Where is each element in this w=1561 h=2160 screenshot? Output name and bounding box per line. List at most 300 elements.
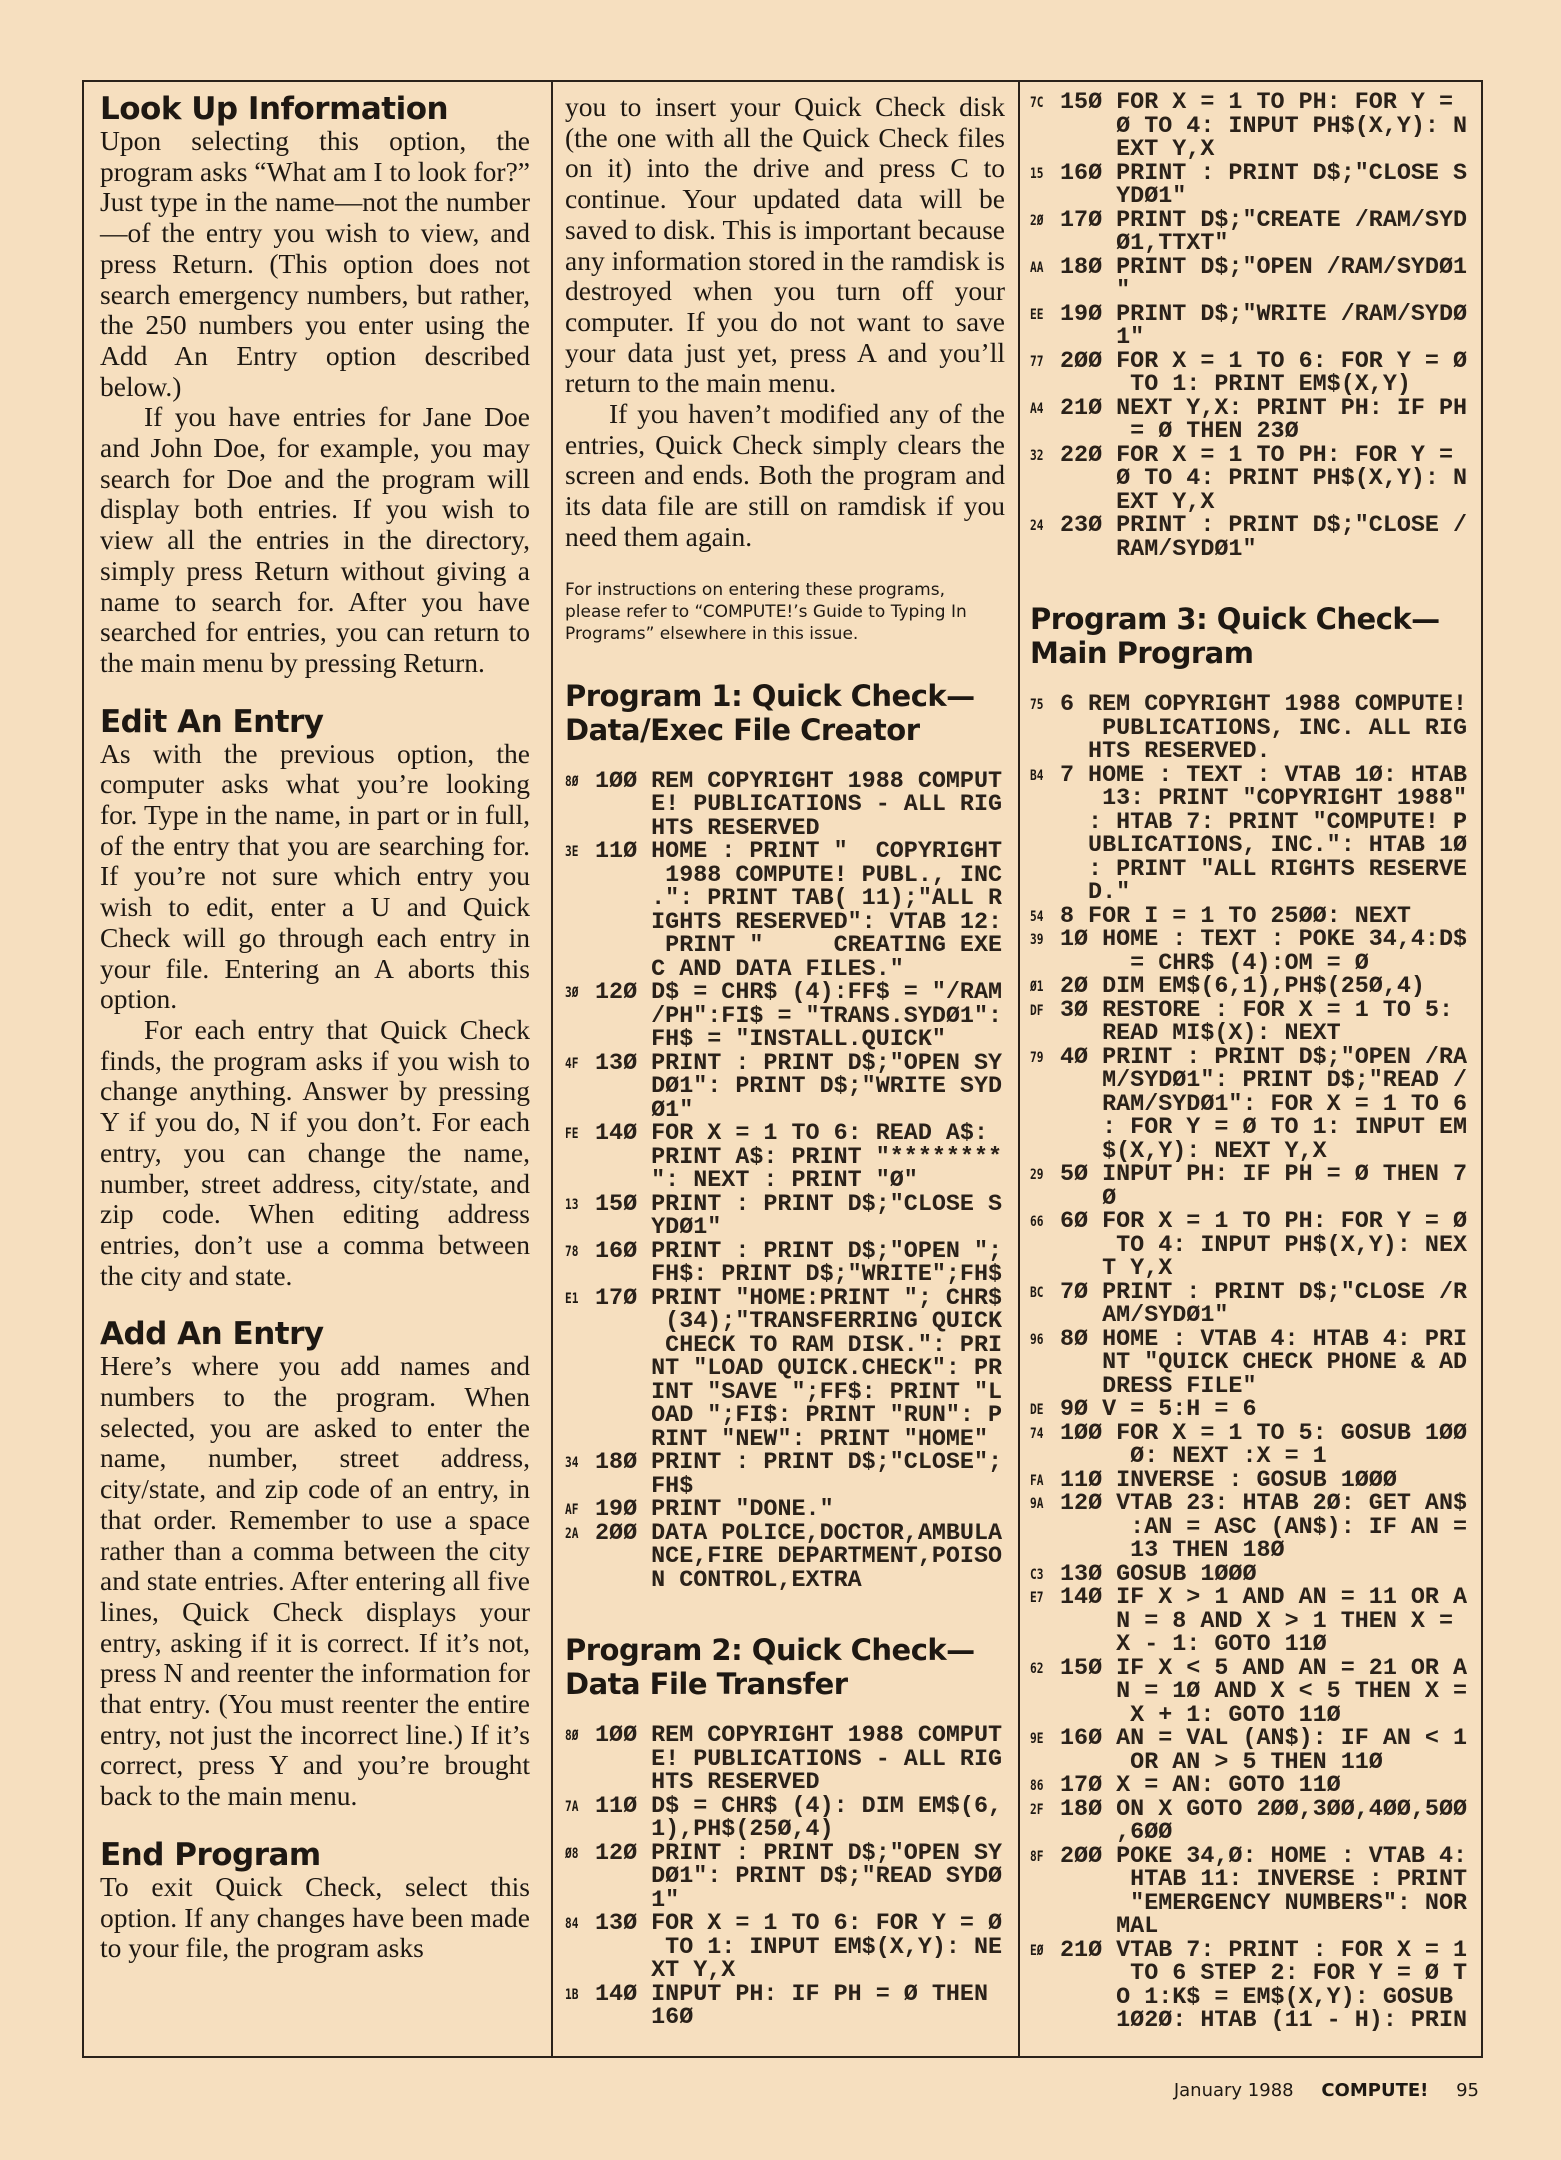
code-line [565,768,1005,842]
code-line [1030,254,1470,304]
code-text-row: AN = VAL (AN$): IF AN < 1 [1116,1726,1468,1752]
code-text-row: C AND DATA FILES." [651,956,904,983]
code-text-row: XT Y,X [651,1958,736,1985]
code-text-row: PRINT D$;"WRITE /RAM/SYDØ [1116,301,1468,328]
body-paragraph: Upon selecting this option, the program asks “What am I to look for?” Just type in the name—not the number—of the entry you wish to view, and press Return. (This option does not search emergency numbers, but rather, the 250 numbers you enter using the Add An Entry option described below.) [100,125,530,402]
code-text [651,768,1003,842]
code-text-row: PRINT "DONE." [651,1497,834,1524]
code-text-row: FH$ = "INSTALL.QUICK" [651,1027,946,1054]
code-text [1102,997,1453,1047]
checksum: 24 [1030,518,1044,534]
page-footer [1152,2080,1479,2101]
code-line [1030,1796,1470,1846]
code-text-row: FOR X = 1 TO PH: FOR Y = Ø [1102,1209,1468,1235]
code-text-row: DØ1": PRINT D$;"READ SYDØ [651,1864,1003,1891]
checksum: 74 [1030,1425,1044,1442]
code-line [1030,395,1470,445]
checksum: E7 [1030,1590,1044,1606]
code-text-row: OR AN > 5 THEN 11Ø [1116,1749,1383,1776]
code-text-row: PRINT : PRINT D$;"OPEN /RA [1102,1044,1468,1071]
checksum: 86 [1030,1778,1044,1794]
code-text-row: N = 1Ø AND X < 5 THEN X = [1116,1679,1468,1705]
line-number: 4Ø [1060,1044,1089,1071]
section-heading: Edit An Entry [100,703,324,740]
program-listing [1030,694,1470,2034]
code-text [651,1123,1002,1194]
line-number: 2ØØ [595,1520,638,1547]
checksum: 8Ø [565,773,579,790]
checksum: 8Ø [565,1728,579,1745]
code-text [1116,92,1467,163]
code-text-row: Ø TO 4: INPUT PH$(X,Y): N [1116,113,1468,140]
code-text [651,1050,1003,1124]
line-number: 1ØØ [595,1723,638,1750]
code-text [1102,1164,1467,1211]
checksum: 2Ø [1030,212,1044,229]
line-number: 11Ø [1060,1467,1103,1494]
code-line [1030,1587,1470,1658]
line-number: 11Ø [595,839,638,866]
code-text-row: ON X GOTO 2ØØ,3ØØ,4ØØ,5ØØ [1116,1796,1468,1823]
code-text-row: /PH":FI$ = "TRANS.SYDØ1": [651,1003,1003,1030]
code-text [651,1520,1003,1594]
code-text [1116,1493,1467,1564]
code-text-row: FOR X = 1 TO PH: FOR Y = [1116,442,1454,469]
code-text-row: 1" [1116,325,1145,351]
line-number: 18Ø [1060,1796,1103,1823]
line-number: 2ØØ [1060,348,1103,375]
code-line [1030,694,1470,765]
line-number: 16Ø [1060,160,1103,187]
code-text [1116,1775,1341,1799]
code-line [1030,1775,1470,1799]
line-number: 2ØØ [1060,1843,1103,1870]
code-text [651,1913,1002,1984]
code-text [1088,694,1467,765]
code-line [1030,1044,1470,1165]
code-line [565,1520,1005,1594]
code-text-row: INPUT PH: IF PH = Ø THEN [651,1981,989,2008]
code-text-row: HOME : PRINT " COPYRIGHT [651,839,1003,866]
code-text [651,1285,1003,1453]
code-text-row: PRINT : PRINT D$;"OPEN SY [651,1840,1003,1867]
checksum: 66 [1030,1214,1044,1230]
code-text [1102,1044,1468,1165]
code-text [1102,976,1425,1000]
code-text-row: "EMERGENCY NUMBERS": NOR [1116,1890,1468,1917]
code-text-row: HTS RESERVED. [1088,739,1271,765]
line-number: 14Ø [595,1121,638,1148]
line-number: 21Ø [1060,395,1103,422]
code-text-row: V = 5:H = 6 [1102,1397,1257,1423]
code-line [565,982,1005,1053]
code-text-row: RINT "NEW": PRINT "HOME" [651,1426,989,1453]
code-text-row: T Y,X [1102,1256,1173,1282]
code-text [1116,1561,1257,1588]
code-text [1116,1796,1468,1846]
code-line [565,841,1005,982]
code-line [565,1191,1005,1242]
line-number: 18Ø [1060,254,1103,281]
code-text-row: EXT Y,X [1116,489,1215,516]
line-number: 13Ø [595,1050,638,1077]
code-line [1030,442,1470,516]
code-text-row: N CONTROL,EXTRA [651,1567,862,1594]
code-text-row: NEXT Y,X: PRINT PH: IF PH [1116,395,1468,422]
code-text-row: 1" [651,1887,680,1914]
code-text-row: .": PRINT TAB( 11);"ALL R [651,886,1003,913]
code-text-row: NCE,FIRE DEPARTMENT,POISO [651,1544,1003,1571]
code-line [565,1238,1005,1289]
code-line [1030,929,1470,976]
checksum: 78 [565,1243,579,1260]
issue-date: January 1988 [1173,2080,1294,2101]
code-text-row: O 1:K$ = EM$(X,Y): GOSUB [1116,1984,1454,2011]
code-text-row: CHECK TO RAM DISK.": PRI [651,1332,1003,1359]
checksum: 15 [1030,165,1044,182]
code-text [1116,1937,1468,2034]
body-paragraph: For each entry that Quick Check finds, the program asks if you wish to change anything. Answer by pressing Y if you do, N if you don’t. For each entry, you can change the name, number, street address, city/state, and zip code. When editing address entries, don’t use a comma between the city and state. [100,1013,530,1291]
body-paragraph: Here’s where you add names and numbers to the program. When selected, you are asked to enter the name, number, street address, city/state, and zip code of an entry, in that order. Remember to use a space rather than a comma between the city and state entries. After entering all five lines, Quick Check displays your entry, asking if it is correct. If it’s not, press N and reenter the information for that entry. (You must reenter the entire entry, not just the incorrect line.) If it’s correct, press Y and you’re brought back to the main menu. [100,1350,530,1812]
line-number: 16Ø [1060,1726,1103,1752]
line-number: 11Ø [595,1793,638,1820]
code-line [1030,515,1470,562]
code-text [1116,442,1468,516]
program-listing [565,768,1005,1594]
code-line [565,1840,1005,1914]
checksum: 39 [1030,932,1044,948]
code-text-row: FOR X = 1 TO 6: FOR Y = Ø [651,1911,1003,1938]
code-text-row: TO 1: PRINT EM$(X,Y) [1116,372,1411,398]
checksum: 32 [1030,447,1044,464]
code-text-row: 13: PRINT "COPYRIGHT 1988" [1088,786,1468,812]
checksum: AF [565,1502,579,1519]
checksum: EØ [1030,1942,1044,1959]
program-title-line: Program 3: Quick Check— [1030,602,1440,636]
code-text [651,1793,1003,1844]
code-text-row: N = 8 AND X > 1 THEN X = [1116,1608,1454,1635]
code-text-row: DØ1": PRINT D$;"WRITE SYD [651,1074,1003,1101]
body-paragraph: To exit Quick Check, select this option. If any changes have been made to your file, the program asks [100,1870,530,1964]
code-line [1030,1164,1470,1211]
line-number: 19Ø [595,1497,638,1524]
checksum: 54 [1030,908,1044,925]
program-subtitle-line: Main Program [1030,636,1254,670]
checksum: C3 [1030,1566,1044,1583]
code-text-row: IGHTS RESERVED": VTAB 12: [651,909,1003,936]
checksum: DE [1030,1402,1044,1418]
code-text-row: 1),PH$(25Ø,4) [651,1817,834,1844]
code-line [1030,1937,1470,2034]
code-text [1088,903,1411,930]
code-line [1030,903,1470,930]
program-title-line: Program 2: Quick Check— [565,1633,975,1668]
checksum: 96 [1030,1331,1044,1348]
code-text-row: DATA POLICE,DOCTOR,AMBULA [651,1520,1003,1547]
checksum: 79 [1030,1049,1044,1066]
code-line [565,1285,1005,1453]
line-number: 7 [1060,762,1075,789]
code-text-row: ,6ØØ [1116,1820,1173,1846]
line-number: 16Ø [595,1238,638,1265]
checksum: E1 [565,1290,579,1307]
checksum: 2F [1030,1801,1044,1818]
code-text-row: 16Ø [651,2005,694,2032]
checksum: 29 [1030,1167,1044,1183]
line-number: 23Ø [1060,513,1103,539]
column-divider [551,80,553,2058]
code-line [565,1499,1005,1523]
code-line [1030,1493,1470,1564]
code-text [1102,1279,1468,1329]
line-number: 1ØØ [595,768,638,795]
code-text-row: VTAB 23: HTAB 2Ø: GET AN$ [1116,1491,1468,1517]
code-text-row: X = AN: GOTO 11Ø [1116,1773,1341,1799]
code-text-row: = CHR$ (4):OM = Ø [1102,950,1369,977]
code-text-row: PRINT : PRINT D$;"OPEN SY [651,1050,1003,1077]
code-line [1030,976,1470,1000]
code-text [1116,1843,1468,1940]
code-text-row: E! PUBLICATIONS - ALL RIG [651,1746,1003,1773]
middle-column [565,92,1005,2031]
program-listing [565,1725,1005,2031]
left-column [100,92,530,1964]
code-text-row: REM COPYRIGHT 1988 COMPUTE! [1088,692,1468,718]
code-text-row: PRINT : PRINT D$;"CLOSE"; [651,1450,1003,1477]
code-line [1030,1326,1470,1400]
code-line [1030,301,1470,351]
code-text [651,1238,1003,1289]
checksum: 8F [1030,1848,1044,1865]
code-text [1116,1467,1397,1494]
code-text-row: D$ = CHR$ (4): DIM EM$(6, [651,1793,1003,1820]
code-text-row: E! PUBLICATIONS - ALL RIG [651,792,1003,819]
body-paragraph: you to insert your Quick Check disk (the one with all the Quick Check files on it) into the drive and press C to continue. Your updated data will be saved to disk. This is important because any information stored in the ramdisk is destroyed when you turn off your computer. If you do not want to save your data just yet, press A and you’ll return to the main menu. [565,91,1005,399]
code-text-row: IF X < 5 AND AN = 21 OR A [1116,1655,1468,1682]
code-text-row: PUBLICATIONS, INC. ALL RIG [1088,715,1468,742]
code-text [651,1981,989,2032]
program-title [1030,602,1470,670]
code-text-row: Ø: NEXT :X = 1 [1116,1444,1327,1470]
code-text-row: PRINT " CREATING EXE [651,933,1003,960]
code-text-row: : FOR Y = Ø TO 1: INPUT EM [1102,1115,1468,1141]
code-text-row: 1988 COMPUTE! PUBL., INC [651,862,1003,889]
code-line [1030,92,1470,163]
checksum: EE [1030,306,1044,323]
code-text-row: ": NEXT : PRINT "Ø" [651,1168,918,1195]
code-text-row: HOME : VTAB 4: HTAB 4: PRI [1102,1326,1468,1353]
line-number: 15Ø [1060,90,1103,116]
line-number: 13Ø [595,1911,638,1938]
code-text-row: Ø1" [651,1097,694,1124]
code-line [565,1050,1005,1124]
code-text-row: 1Ø2Ø: HTAB (11 - H): PRIN [1116,2008,1468,2034]
code-text-row: HTAB 11: INVERSE : PRINT [1116,1867,1468,1893]
line-number: 3Ø [1060,997,1089,1024]
code-text [1116,395,1468,445]
right-column [1030,92,1470,2034]
line-number: 8 [1060,903,1075,930]
code-text [651,1840,1003,1914]
line-number: 7Ø [1060,1279,1089,1306]
code-text-row: PRINT D$;"CREATE /RAM/SYD [1116,207,1468,234]
code-text-row: RESTORE : FOR X = 1 TO 5: [1102,997,1453,1024]
code-text-row: EXT Y,X [1116,137,1215,163]
code-text [1116,1728,1467,1775]
code-text [1088,762,1468,906]
code-text [651,841,1002,982]
code-text-row: YDØ1" [651,1215,722,1242]
checksum: FE [565,1126,579,1143]
checksum: 9A [1030,1496,1044,1512]
code-text-row: M/SYDØ1": PRINT D$;"READ / [1102,1068,1468,1094]
code-text-row: : PRINT "ALL RIGHTS RESERVE [1088,856,1468,883]
code-line [1030,762,1470,906]
checksum: BC [1030,1284,1044,1301]
checksum: A4 [1030,400,1044,417]
line-number: 19Ø [1060,301,1103,328]
code-text-row: FOR I = 1 TO 25ØØ: NEXT [1088,903,1411,930]
code-line [565,1981,1005,2032]
program-title-line: Program 1: Quick Check— [565,678,975,713]
code-text-row: FH$ [651,1473,694,1500]
code-line [1030,1561,1470,1588]
code-text-row: Ø [1102,1185,1117,1212]
code-text-row: GOSUB 1ØØØ [1116,1561,1257,1588]
code-text-row: FOR X = 1 TO 6: FOR Y = Ø [1116,348,1468,375]
code-line [565,1123,1005,1194]
code-text-row: MAL [1116,1914,1159,1940]
line-number: 22Ø [1060,442,1103,469]
checksum: B4 [1030,767,1044,784]
code-text-row: PRINT : PRINT D$;"CLOSE / [1116,513,1468,539]
code-text [651,982,1002,1053]
code-text-row: INT "SAVE ";FF$: PRINT "L [651,1379,1003,1406]
checksum: AA [1030,259,1044,276]
code-line [565,1913,1005,1984]
code-text [1102,1326,1468,1400]
line-number: 6 [1060,692,1075,718]
magazine-name: COMPUTE! [1321,2080,1429,2101]
code-text-row: TO 1: INPUT EM$(X,Y): NE [651,1934,1003,1961]
code-text [1116,1420,1468,1470]
code-text-row: = Ø THEN 23Ø [1116,419,1299,445]
code-text-row: PRINT : PRINT D$;"CLOSE S [1116,160,1468,187]
section-heading: Add An Entry [100,1316,324,1353]
code-text-row: FH$: PRINT D$;"WRITE";FH$ [651,1262,1003,1289]
code-text-row: NT "QUICK CHECK PHONE & AD [1102,1350,1468,1376]
code-text-row: FOR X = 1 TO 5: GOSUB 1ØØ [1116,1420,1468,1447]
code-text-row: INVERSE : GOSUB 1ØØØ [1116,1467,1397,1494]
code-text [1102,1399,1256,1423]
code-line [1030,1279,1470,1329]
checksum: DF [1030,1002,1044,1019]
checksum: 4F [565,1055,579,1072]
line-number: 13Ø [1060,1561,1103,1588]
code-text [651,1452,1002,1499]
code-text-row: AM/SYDØ1" [1102,1303,1229,1329]
code-text-row: PRINT D$;"OPEN /RAM/SYDØ1 [1116,254,1468,281]
checksum: 75 [1030,697,1044,713]
code-text-row: HTS RESERVED [651,1770,820,1797]
code-text-row: NT "LOAD QUICK.CHECK": PR [651,1356,1003,1383]
checksum: 3Ø [565,985,579,1002]
code-line [1030,160,1470,210]
code-text-row: PRINT A$: PRINT "******** [651,1144,1003,1171]
code-text-row: " [1116,278,1131,304]
code-line [1030,1211,1470,1282]
program-title [565,1633,1005,1701]
code-line [565,1793,1005,1844]
code-text-row: REM COPYRIGHT 1988 COMPUT [651,768,1003,795]
code-text-row: DIM EM$(6,1),PH$(25Ø,4) [1102,974,1425,1000]
line-number: 6Ø [1060,1209,1089,1235]
code-line [565,1452,1005,1499]
code-line [1030,1728,1470,1775]
code-text [1116,1587,1467,1658]
program-listing [1030,92,1470,562]
code-text-row: :AN = ASC (AN$): IF AN = [1116,1514,1468,1541]
code-text-row: : HTAB 7: PRINT "COMPUTE! P [1088,809,1468,836]
code-text-row: FOR X = 1 TO PH: FOR Y = [1116,90,1454,116]
code-text [651,1191,1003,1242]
code-text [651,1499,833,1523]
code-text [1102,1211,1467,1282]
code-text-row: HTS RESERVED [651,815,820,842]
checksum: 84 [565,1916,579,1933]
line-number: 5Ø [1060,1162,1089,1188]
code-text-row: PRINT : PRINT D$;"CLOSE S [651,1191,1003,1218]
code-text [651,1725,1002,1796]
line-number: 18Ø [595,1450,638,1477]
line-number: 17Ø [1060,1773,1103,1799]
code-text [1102,929,1467,976]
body-paragraph: As with the previous option, the computer asks what you’re looking for. Type in the name, in part or in full, of the entry that you are searching for. If you’re not sure which entry you wish to edit, enter a U and Quick Check will go through each entry in your file. Entering an A aborts this option. [100,737,530,1015]
code-text-row: VTAB 7: PRINT : FOR X = 1 [1116,1937,1468,1964]
line-number: 1Ø [1060,927,1089,953]
code-text-row: REM COPYRIGHT 1988 COMPUT [651,1723,1003,1750]
checksum: 3E [565,844,579,861]
code-text-row: X - 1: GOTO 11Ø [1116,1632,1327,1658]
code-line [1030,1467,1470,1494]
line-number: 8Ø [1060,1326,1089,1353]
code-text-row: $(X,Y): NEXT Y,X [1102,1138,1327,1165]
line-number: 12Ø [595,980,638,1007]
code-text-row: PRINT : PRINT D$;"CLOSE /R [1102,1279,1468,1306]
code-text-row: POKE 34,Ø: HOME : VTAB 4: [1116,1843,1468,1870]
code-text-row: Ø1,TTXT" [1116,231,1229,257]
program-subtitle-line: Data File Transfer [565,1667,848,1702]
code-text [1116,254,1468,304]
code-text-row: IF X > 1 AND AN = 11 OR A [1116,1585,1468,1611]
line-number: 21Ø [1060,1937,1103,1964]
code-text-row: UBLICATIONS, INC.": HTAB 1Ø [1088,833,1468,859]
code-text-row: INPUT PH: IF PH = Ø THEN 7 [1102,1162,1468,1188]
code-text-row: D$ = CHR$ (4):FF$ = "/RAM [651,980,1003,1007]
section-heading: Look Up Information [100,91,449,127]
line-number: 14Ø [595,1981,638,2008]
line-number: 2Ø [1060,974,1089,1000]
code-text [1116,301,1468,351]
line-number: 15Ø [1060,1655,1103,1682]
body-paragraph: If you haven’t modified any of the entries, Quick Check simply clears the screen and ends. Both the program and its data file are still on ramdisk if you need them again. [565,398,1005,552]
body-paragraph: If you have entries for Jane Doe and John Doe, for example, you may search for Doe and the program will display both entries. If you wish to view all the entries in the directory, simply press Return without giving a name to search for. After you have searched for entries, you can return to the main menu by pressing Return. [100,401,530,678]
line-number: 1ØØ [1060,1420,1103,1447]
code-text-row: DRESS FILE" [1102,1373,1257,1400]
code-line [1030,207,1470,257]
section-heading: End Program [100,1836,321,1873]
code-line [1030,1399,1470,1423]
